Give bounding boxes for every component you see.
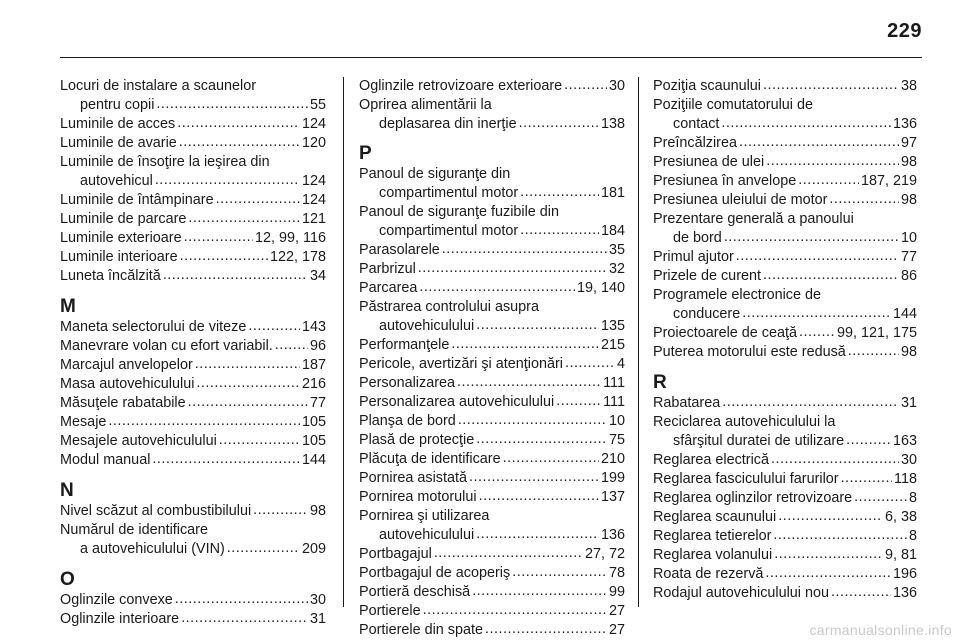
entry-text: Primul ajutor (653, 249, 734, 265)
index-entry (653, 191, 917, 210)
entry-text: compartimentul motor (379, 185, 519, 201)
dot-leader (108, 413, 300, 432)
dot-leader (564, 77, 607, 96)
dot-leader (479, 488, 599, 507)
dot-leader (763, 77, 899, 96)
index-entry (359, 488, 625, 507)
dot-leader (457, 374, 601, 393)
index-entry (359, 77, 625, 96)
index-entry (359, 450, 625, 469)
dot-leader (155, 172, 300, 191)
entry-text: conducere (673, 306, 741, 322)
dot-leader (476, 431, 607, 450)
page-reference: 32 (608, 261, 625, 277)
entry-text: compartimentul motor (379, 223, 519, 239)
page-reference: 77 (309, 395, 326, 411)
section-letter: N (60, 480, 74, 501)
watermark: carmanualsonline.info (809, 622, 952, 638)
index-column-1 (60, 77, 326, 629)
entry-text: Luminile interioare (60, 249, 178, 265)
dot-leader (485, 621, 607, 640)
entry-text: Presiunea în anvelope (653, 173, 797, 189)
entry-text: Luminile exterioare (60, 230, 182, 246)
entry-text: Reglarea oglinzilor retrovizoare (653, 490, 853, 506)
page-reference: 215 (600, 337, 625, 353)
entry-text: Modul manual (60, 452, 151, 468)
index-entry (60, 210, 326, 229)
entry-text: Numărul de identificare (60, 522, 208, 538)
page-reference: 97 (900, 135, 917, 151)
index-entry (60, 153, 326, 191)
page-reference: 10 (900, 230, 917, 246)
index-entry (60, 191, 326, 210)
index-entry (60, 521, 326, 559)
index-entry (359, 469, 625, 488)
entry-text: Păstrarea controlului asupra (359, 299, 539, 315)
index-column-2 (359, 77, 625, 640)
entry-text: a autovehiculului (VIN) (80, 541, 225, 557)
index-entry (653, 413, 917, 451)
page-reference: 143 (301, 319, 326, 335)
index-entry (359, 260, 625, 279)
dot-leader (773, 527, 907, 546)
page-reference: 138 (600, 116, 625, 132)
entry-text: Reciclarea autovehiculului la (653, 414, 836, 430)
dot-leader (742, 305, 891, 324)
dot-leader (854, 489, 907, 508)
page-reference: 99 (608, 584, 625, 600)
entry-text: Reglarea scaunului (653, 509, 777, 525)
entry-text: Programele electronice de (653, 287, 821, 303)
entry-text: Proiectoarele de ceaţă (653, 325, 797, 341)
dot-leader (442, 241, 607, 260)
page-reference: 30 (900, 452, 917, 468)
page-reference: 35 (608, 242, 625, 258)
entry-text: contact (673, 116, 720, 132)
page-reference: 99, 121, 175 (836, 325, 917, 341)
dot-leader (841, 470, 892, 489)
entry-text: Mesaje (60, 414, 107, 430)
dot-leader (180, 248, 268, 267)
entry-text: Panoul de siguranţe fuzibile din (359, 204, 560, 220)
column-divider (638, 77, 639, 607)
dot-leader (219, 432, 300, 451)
dot-leader (565, 355, 615, 374)
page-reference: 55 (309, 97, 326, 113)
index-entry (60, 610, 326, 629)
dot-leader (724, 229, 899, 248)
index-entry (359, 355, 625, 374)
entry-text: Manevrare volan cu efort variabil. (60, 338, 273, 354)
dot-leader (721, 115, 891, 134)
index-entry (653, 508, 917, 527)
dot-leader (736, 248, 899, 267)
page-reference: 216 (301, 376, 326, 392)
header-rule (60, 57, 922, 58)
dot-leader (739, 134, 899, 153)
dot-leader (476, 317, 599, 336)
page-reference: 8 (908, 490, 917, 506)
entry-text: Locuri de instalare a scaunelor (60, 78, 256, 94)
page-reference: 9, 81 (884, 547, 917, 563)
page-reference: 136 (600, 527, 625, 543)
index-entry (359, 374, 625, 393)
entry-text: Planşa de bord (359, 413, 456, 429)
dot-leader (472, 583, 607, 602)
page-reference: 144 (301, 452, 326, 468)
index-entry (359, 545, 625, 564)
page-reference: 98 (309, 503, 326, 519)
index-entry (60, 115, 326, 134)
page-reference: 38 (900, 78, 917, 94)
page-reference: 111 (603, 375, 625, 391)
entry-text: Masa autovehiculului (60, 376, 195, 392)
page-reference: 31 (309, 611, 326, 627)
dot-leader (248, 318, 300, 337)
index-entry (653, 96, 917, 134)
entry-text: Roata de rezervă (653, 566, 764, 582)
index-entry (653, 267, 917, 286)
entry-text: Reglarea electrică (653, 452, 769, 468)
entry-text: Pericole, avertizări şi atenţionări (359, 356, 563, 372)
page-reference: 31 (900, 395, 917, 411)
page-reference: 187, 219 (860, 173, 917, 189)
dot-leader (829, 191, 899, 210)
dot-leader (520, 222, 599, 241)
index-entry (60, 134, 326, 153)
index-entry (60, 248, 326, 267)
entry-text: Luneta încălzită (60, 268, 161, 284)
entry-text: Puterea motorului este redusă (653, 344, 846, 360)
dot-leader (503, 450, 599, 469)
page-reference: 199 (600, 470, 625, 486)
dot-leader (188, 394, 308, 413)
dot-leader (253, 502, 308, 521)
index-entry (359, 336, 625, 355)
entry-text: Luminile de însoţire la ieşirea din (60, 154, 270, 170)
column-divider (343, 77, 344, 607)
dot-leader (519, 115, 599, 134)
page-reference: 34 (309, 268, 326, 284)
index-entry (359, 241, 625, 260)
entry-text: Reglarea fasciculului farurilor (653, 471, 839, 487)
entry-text: Parbrizul (359, 261, 416, 277)
index-entry (359, 564, 625, 583)
entry-text: Presiunea de ulei (653, 154, 765, 170)
dot-leader (163, 267, 308, 286)
index-entry (653, 527, 917, 546)
dot-leader (423, 602, 607, 621)
dot-leader (275, 337, 308, 356)
entry-text: Reglarea tetierelor (653, 528, 772, 544)
section-letter: R (653, 372, 667, 393)
entry-text: Luminile de întâmpinare (60, 192, 214, 208)
section-letter: P (359, 143, 372, 164)
index-entry (60, 337, 326, 356)
index-entry (60, 356, 326, 375)
entry-text: Performanţele (359, 337, 450, 353)
dot-leader (156, 96, 308, 115)
page-reference: 77 (900, 249, 917, 265)
dot-leader (179, 134, 300, 153)
entry-text: Parasolarele (359, 242, 440, 258)
entry-text: de bord (673, 230, 722, 246)
entry-text: Prezentare generală a panoului (653, 211, 854, 227)
index-entry (653, 451, 917, 470)
entry-text: Marcajul anvelopelor (60, 357, 193, 373)
dot-leader (774, 546, 883, 565)
page-reference: 111 (603, 394, 625, 410)
dot-leader (476, 526, 599, 545)
entry-text: Poziţiile comutatorului de (653, 97, 813, 113)
dot-leader (765, 565, 891, 584)
page-reference: 105 (301, 433, 326, 449)
section-letter: O (60, 569, 75, 590)
page-reference: 96 (309, 338, 326, 354)
index-entry (653, 77, 917, 96)
page-reference: 209 (301, 541, 326, 557)
page-reference: 144 (892, 306, 917, 322)
dot-leader (848, 343, 899, 362)
index-entry (359, 431, 625, 450)
dot-leader (188, 210, 300, 229)
index-entry (60, 502, 326, 521)
index-entry (653, 172, 917, 191)
entry-text: Plasă de protecţie (359, 432, 475, 448)
dot-leader (184, 229, 253, 248)
index-entry (60, 413, 326, 432)
dot-leader (451, 336, 599, 355)
index-entry (60, 375, 326, 394)
page-reference: 30 (309, 592, 326, 608)
dot-leader (196, 375, 300, 394)
entry-text: Portbagajul de acoperiş (359, 565, 511, 581)
index-entry (60, 394, 326, 413)
entry-text: Oglinzile convexe (60, 592, 173, 608)
index-entry (60, 267, 326, 286)
entry-text: Poziţia scaunului (653, 78, 761, 94)
entry-text: Plăcuţa de identificare (359, 451, 501, 467)
entry-text: deplasarea din inerţie (379, 116, 517, 132)
entry-text: Rabatarea (653, 395, 721, 411)
index-entry (60, 591, 326, 610)
index-entry (653, 153, 917, 172)
page-reference: 8 (908, 528, 917, 544)
index-entry (359, 507, 625, 545)
entry-text: Parcarea (359, 280, 418, 296)
entry-text: Portierele din spate (359, 622, 483, 638)
entry-text: Panoul de siguranţe din (359, 166, 511, 182)
entry-text: Oglinzile retrovizoare exterioare (359, 78, 563, 94)
index-entry (60, 432, 326, 451)
page-reference: 122, 178 (269, 249, 326, 265)
index-entry (653, 286, 917, 324)
index-entry (359, 279, 625, 298)
page-reference: 27, 72 (584, 546, 625, 562)
entry-text: Maneta selectorului de viteze (60, 319, 247, 335)
page-reference: 30 (608, 78, 625, 94)
page-reference: 124 (301, 116, 326, 132)
index-entry (653, 394, 917, 413)
dot-leader (175, 591, 308, 610)
section-letter: M (60, 296, 76, 317)
index-entry (60, 318, 326, 337)
page-reference: 4 (616, 356, 625, 372)
index-entry (359, 298, 625, 336)
entry-text: sfârşitul duratei de utilizare (673, 433, 845, 449)
index-entry (653, 324, 917, 343)
index-entry (60, 451, 326, 470)
entry-text: autovehiculului (379, 318, 475, 334)
entry-text: Pornirea şi utilizarea (359, 508, 490, 524)
dot-leader (722, 394, 899, 413)
dot-leader (469, 469, 599, 488)
entry-text: Mesajele autovehiculului (60, 433, 217, 449)
entry-text: Portierele (359, 603, 421, 619)
index-entry (359, 165, 625, 203)
dot-leader (227, 540, 300, 559)
dot-leader (778, 508, 883, 527)
page-reference: 12, 99, 116 (255, 230, 326, 246)
page-reference: 184 (600, 223, 625, 239)
dot-leader (419, 279, 575, 298)
page-reference: 19, 140 (576, 280, 625, 296)
entry-text: Oglinzile interioare (60, 611, 180, 627)
dot-leader (763, 267, 899, 286)
page-reference: 105 (301, 414, 326, 430)
entry-text: Reglarea volanului (653, 547, 773, 563)
index-entry (653, 470, 917, 489)
dot-leader (418, 260, 607, 279)
dot-leader (434, 545, 583, 564)
page-reference: 196 (892, 566, 917, 582)
entry-text: Luminile de avarie (60, 135, 177, 151)
dot-leader (846, 432, 891, 451)
page-reference: 98 (900, 344, 917, 360)
dot-leader (512, 564, 607, 583)
page-reference: 27 (608, 603, 625, 619)
dot-leader (216, 191, 300, 210)
entry-text: Prizele de curent (653, 268, 761, 284)
entry-text: Personalizarea autovehiculului (359, 394, 555, 410)
index-entry (359, 393, 625, 412)
page-reference: 135 (600, 318, 625, 334)
index-entry (359, 583, 625, 602)
index-entry (653, 343, 917, 362)
entry-text: Oprirea alimentării la (359, 97, 492, 113)
page-reference: 124 (301, 192, 326, 208)
index-column-3 (653, 77, 917, 603)
page-reference: 27 (608, 622, 625, 638)
entry-text: Nivel scăzut al combustibilului (60, 503, 252, 519)
index-entry (359, 96, 625, 134)
dot-leader (520, 184, 599, 203)
index-entry (653, 565, 917, 584)
entry-text: autovehicul (80, 173, 153, 189)
index-entry (653, 248, 917, 267)
page-reference: 98 (900, 154, 917, 170)
page-reference: 136 (892, 585, 917, 601)
dot-leader (771, 451, 899, 470)
index-entry (359, 602, 625, 621)
index-entry (653, 210, 917, 248)
page-reference: 6, 38 (884, 509, 917, 525)
page-reference: 75 (608, 432, 625, 448)
entry-text: Măsuţele rabatabile (60, 395, 186, 411)
entry-text: Rodajul autovehiculului nou (653, 585, 830, 601)
index-entry (653, 489, 917, 508)
page-number: 229 (887, 20, 922, 42)
page-reference: 10 (608, 413, 625, 429)
index-entry (653, 546, 917, 565)
entry-text: Portbagajul (359, 546, 432, 562)
dot-leader (831, 584, 891, 603)
page-reference: 98 (900, 192, 917, 208)
dot-leader (177, 115, 300, 134)
page-reference: 78 (608, 565, 625, 581)
dot-leader (799, 324, 835, 343)
page-reference: 163 (892, 433, 917, 449)
entry-text: Personalizarea (359, 375, 455, 391)
entry-text: autovehiculului (379, 527, 475, 543)
entry-text: Pornirea asistată (359, 470, 467, 486)
index-entry (60, 77, 326, 115)
index-entry (653, 134, 917, 153)
dot-leader (195, 356, 300, 375)
dot-leader (181, 610, 308, 629)
page-reference: 86 (900, 268, 917, 284)
dot-leader (798, 172, 859, 191)
index-entry (60, 229, 326, 248)
entry-text: pentru copii (80, 97, 155, 113)
page-reference: 120 (301, 135, 326, 151)
dot-leader (152, 451, 300, 470)
entry-text: Portieră deschisă (359, 584, 471, 600)
index-entry (359, 621, 625, 640)
entry-text: Luminile de parcare (60, 211, 187, 227)
entry-text: Preîncălzirea (653, 135, 737, 151)
page-reference: 181 (600, 185, 625, 201)
entry-text: Luminile de acces (60, 116, 176, 132)
index-entry (359, 412, 625, 431)
dot-leader (556, 393, 601, 412)
page-reference: 136 (892, 116, 917, 132)
dot-leader (458, 412, 607, 431)
entry-text: Presiunea uleiului de motor (653, 192, 828, 208)
page-reference: 187 (301, 357, 326, 373)
index-entry (653, 584, 917, 603)
entry-text: Pornirea motorului (359, 489, 477, 505)
page-reference: 118 (894, 471, 917, 487)
page-reference: 124 (301, 173, 326, 189)
page-reference: 121 (301, 211, 326, 227)
dot-leader (766, 153, 899, 172)
page-reference: 137 (600, 489, 625, 505)
page-reference: 210 (600, 451, 625, 467)
index-entry (359, 203, 625, 241)
